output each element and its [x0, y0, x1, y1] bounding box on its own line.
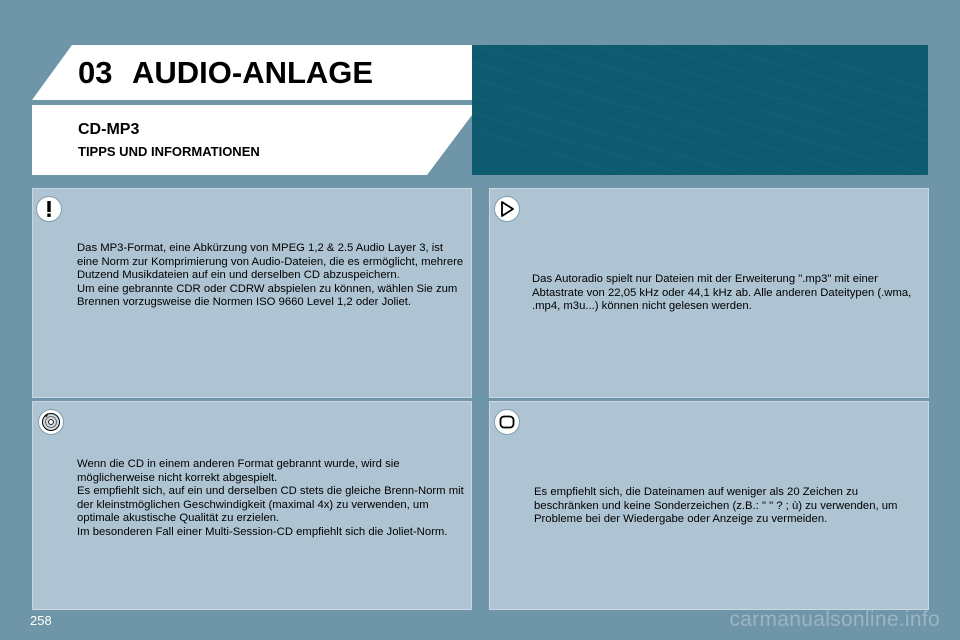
page-number: 258	[30, 613, 52, 628]
cd-info-text	[77, 458, 465, 540]
play-info-text	[532, 273, 924, 314]
chapter-title: AUDIO-ANLAGE	[132, 55, 374, 90]
section-title: CD-MP3	[78, 121, 140, 138]
cd-disc-icon	[38, 409, 64, 435]
exclamation-icon	[36, 196, 62, 222]
section-subtitle: TIPPS UND INFORMATIONEN	[78, 144, 260, 159]
chapter-number: 03	[78, 55, 113, 90]
play-triangle-icon	[494, 196, 520, 222]
watermark: carmanualsonline.info	[729, 608, 940, 631]
header-divider	[32, 100, 472, 105]
rounded-square-icon	[494, 409, 520, 435]
paragraph: Im besonderen Fall einer Multi-Session-CD empfiehlt sich die Joliet-Norm.	[77, 525, 448, 538]
paragraph: Es empfiehlt sich, die Dateinamen auf weniger als 20 Zeichen zu beschränken und keine Sonderzeichen (z.B.: " " ? ; ù) zu verwenden, um Probleme bei der Wiedergabe oder Anzeige zu vermeiden.	[534, 486, 898, 526]
header-pattern	[472, 45, 928, 175]
warning-text	[77, 242, 465, 310]
paragraph: Wenn die CD in einem anderen Format gebrannt wurde, wird sie möglicherweise nicht korrekt abgespielt.	[77, 458, 400, 484]
paragraph: Um eine gebrannte CDR oder CDRW abspielen zu können, wählen Sie zum Brennen vorzugsweise die Normen ISO 9660 Level 1,2 oder Joliet.	[77, 282, 458, 309]
paragraph: Es empfiehlt sich, auf ein und derselben CD stets die gleiche Brenn-Norm mit der kleinstmöglichen Geschwindigkeit (maximal 4x) zu verwenden, um optimale akustische Qualität zu erzielen.	[77, 485, 464, 525]
paragraph: Das Autoradio spielt nur Dateien mit der Erweiterung ".mp3" mit einer Abtastrate von 22,05 kHz oder 44,1 kHz ab. Alle anderen Dateitypen (.wma, .mp4, m3u...) können nicht gelesen werden.	[532, 273, 912, 313]
filename-info-text	[534, 486, 922, 527]
paragraph: Das MP3-Format, eine Abkürzung von MPEG 1,2 & 2.5 Audio Layer 3, ist eine Norm zur Komprimierung von Audio-Dateien, die es ermöglicht, mehrere Dutzend Musikdateien auf ein und derselben CD abzuspeichern.	[77, 242, 464, 282]
